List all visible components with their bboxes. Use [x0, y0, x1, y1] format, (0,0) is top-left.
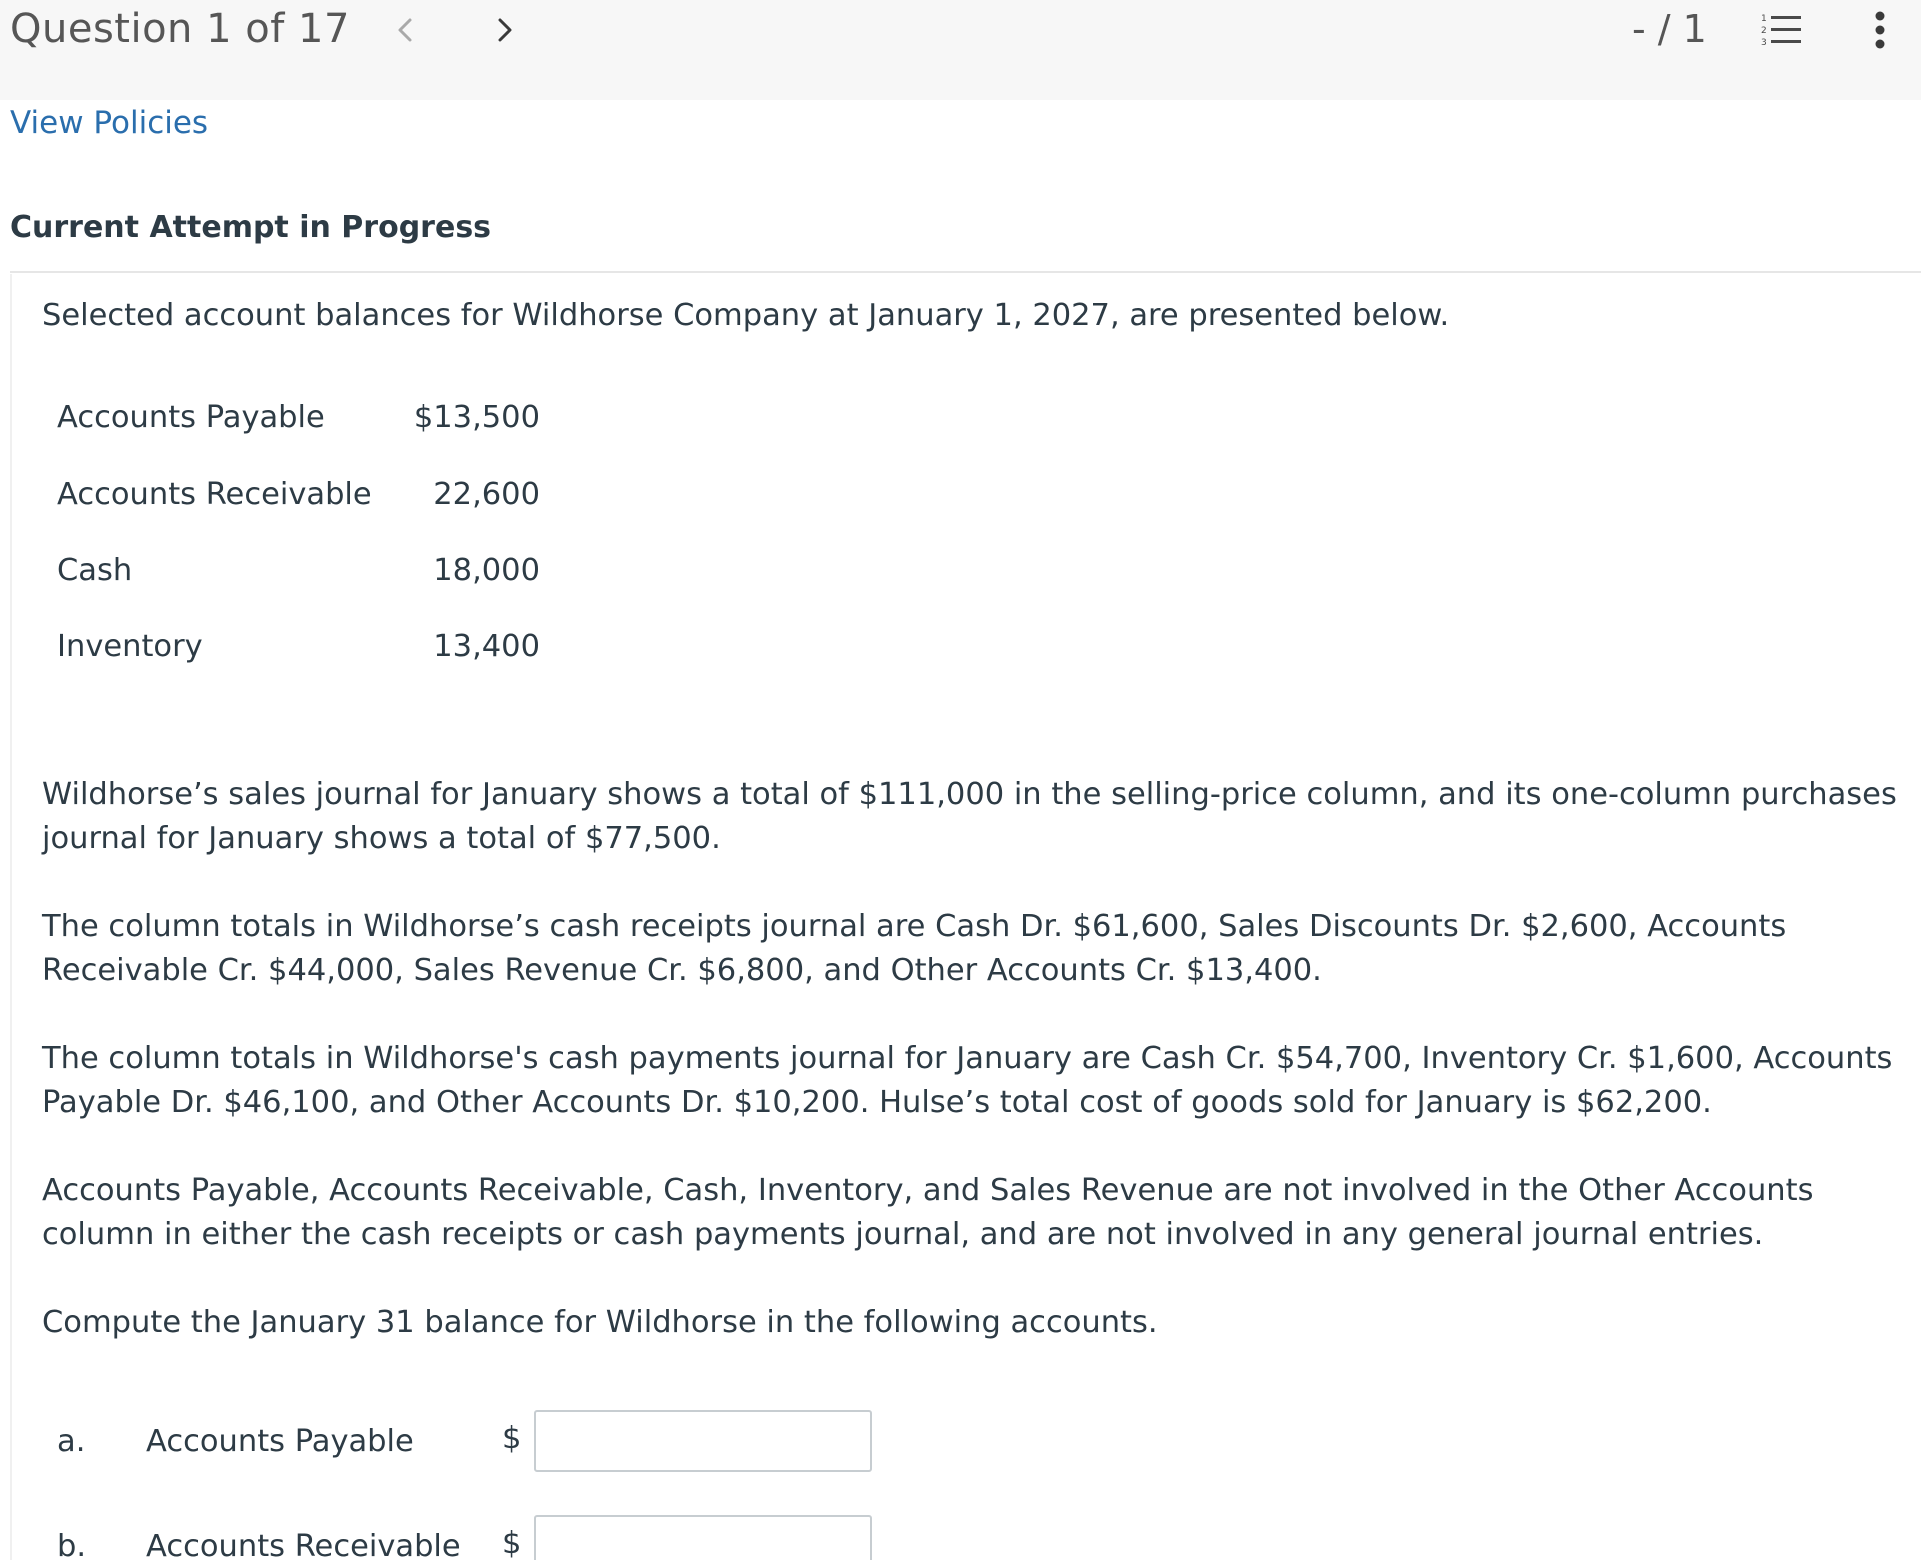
accounts-payable-answer-input[interactable] — [534, 1410, 872, 1472]
balance-account: Accounts Receivable — [57, 477, 372, 512]
chevron-left-icon — [395, 16, 415, 44]
answer-letter: a. — [57, 1424, 86, 1459]
attempt-status-heading: Current Attempt in Progress — [10, 210, 492, 245]
dollar-sign: $ — [502, 1526, 522, 1560]
cash-payments-paragraph: The column totals in Wildhorse's cash payments journal for January are Cash Cr. $54,700, Inventory Cr. $1,600, Accounts Payable Dr. $46,100, and Other Accounts Dr. $10,200. Hulse’s total cost of goods sold for January is $62,200. — [42, 1041, 1893, 1120]
svg-text:1: 1 — [1761, 14, 1767, 24]
svg-text:3: 3 — [1761, 38, 1767, 48]
question-score: - / 1 — [1632, 7, 1707, 51]
question-header — [0, 0, 1921, 100]
chevron-right-icon — [495, 16, 515, 44]
balance-account: Cash — [57, 553, 133, 588]
other-accounts-paragraph: Accounts Payable, Accounts Receivable, Cash, Inventory, and Sales Revenue are not involved in the Other Accounts column in either the cash receipts or cash payments journal, and are not involved in any general journal entries. — [42, 1173, 1814, 1252]
question-list-button[interactable] — [1760, 12, 1804, 48]
balance-amount: $13,500 — [413, 400, 540, 435]
balance-amount: 22,600 — [433, 477, 540, 512]
answer-account-label: Accounts Receivable — [146, 1529, 461, 1560]
section-divider — [10, 271, 1921, 273]
balance-account: Accounts Payable — [57, 400, 325, 435]
accounts-receivable-answer-input[interactable] — [534, 1515, 872, 1560]
vertical-ellipsis-icon — [1868, 10, 1892, 50]
balance-account: Inventory — [57, 629, 203, 664]
numbered-list-icon — [1760, 12, 1804, 48]
sales-journal-paragraph: Wildhorse’s sales journal for January shows a total of $111,000 in the selling-price column, and its one-column purchases journal for January shows a total of $77,500. — [42, 777, 1897, 856]
answer-letter: b. — [57, 1529, 87, 1560]
svg-text:2: 2 — [1761, 26, 1767, 36]
more-options-button[interactable] — [1868, 10, 1892, 50]
balance-amount: 18,000 — [433, 553, 540, 588]
question-intro: Selected account balances for Wildhorse Company at January 1, 2027, are presented below. — [42, 298, 1450, 333]
question-counter: Question 1 of 17 — [10, 6, 350, 52]
next-question-button[interactable] — [485, 8, 525, 52]
question-instruction: Compute the January 31 balance for Wildhorse in the following accounts. — [42, 1305, 1158, 1340]
dollar-sign: $ — [502, 1421, 522, 1456]
question-body — [10, 274, 1921, 1560]
cash-receipts-paragraph: The column totals in Wildhorse’s cash receipts journal are Cash Dr. $61,600, Sales Discounts Dr. $2,600, Accounts Receivable Cr. $44,000, Sales Revenue Cr. $6,800, and Other Accounts Cr. $13,400. — [42, 909, 1787, 988]
previous-question-button[interactable] — [385, 8, 425, 52]
view-policies-link[interactable]: View Policies — [10, 105, 209, 141]
balance-amount: 13,400 — [433, 629, 540, 664]
answer-account-label: Accounts Payable — [146, 1424, 414, 1459]
